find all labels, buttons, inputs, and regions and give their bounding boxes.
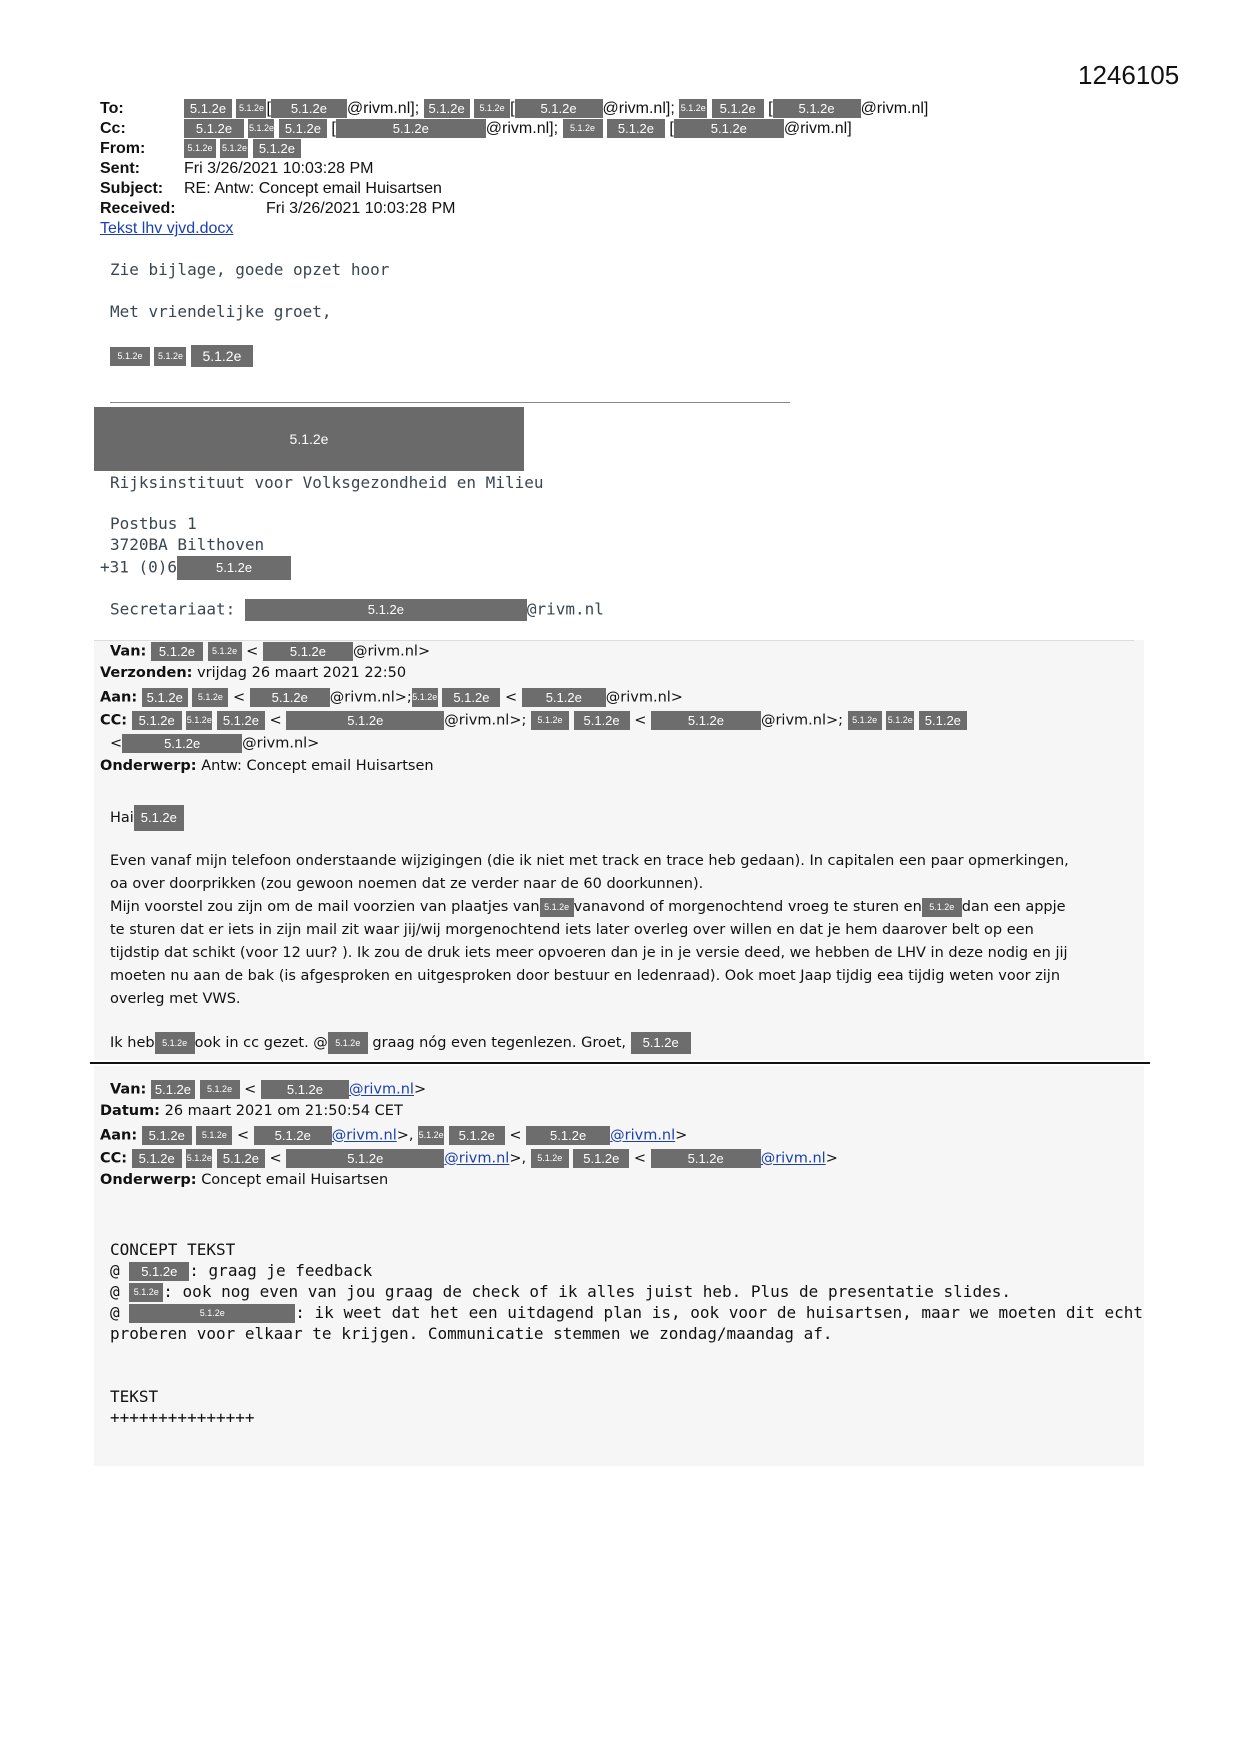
body-text: Mijn voorstel zou zijn om de mail voorzien van plaatjes van — [110, 899, 540, 915]
aan-label: Aan: — [100, 1127, 138, 1144]
redaction: 5.1.2e — [286, 1149, 444, 1168]
secretariaat-domain: @rivm.nl — [526, 599, 604, 619]
van-row — [110, 642, 430, 661]
redaction: 5.1.2e — [122, 734, 242, 753]
redaction: 5.1.2e — [129, 1283, 163, 1302]
redaction: 5.1.2e — [442, 688, 500, 707]
body-text: vanavond of morgenochtend vroeg te sturen en — [573, 899, 922, 915]
org-name: Rijksinstituut voor Volksgezondheid en Milieu — [110, 473, 544, 492]
cc-label: Cc: — [100, 120, 126, 137]
redaction: 5.1.2e — [540, 898, 574, 917]
redaction: 5.1.2e — [253, 139, 301, 158]
lt: < — [236, 1127, 250, 1144]
redaction: 5.1.2e — [848, 711, 882, 730]
at-sign: @ — [110, 1303, 120, 1322]
redaction: 5.1.2e — [129, 1262, 189, 1281]
body-line: Even vanaf mijn telefoon onderstaande wijzigingen (die ik niet met track en trace heb gedaan). In capitalen een paar opmerkingen, — [110, 853, 1069, 869]
body-line: oa over doorprikken (zou gewoon noemen dat ze verder naar de 60 doorkunnen). — [110, 876, 704, 892]
van-label: Van: — [110, 1081, 147, 1098]
onderwerp-label: Onderwerp: — [100, 1172, 197, 1188]
redaction: 5.1.2e — [200, 1080, 240, 1099]
onderwerp-row — [100, 1172, 388, 1188]
attachment-row — [100, 219, 233, 239]
redaction: 5.1.2e — [250, 688, 330, 707]
concept-line-3 — [110, 1303, 1143, 1323]
subject-row — [100, 179, 442, 199]
redaction: 5.1.2e — [248, 119, 274, 138]
cc-label: CC: — [100, 712, 128, 729]
greeting-text: Hai — [110, 810, 134, 826]
datum-value: 26 maart 2021 om 21:50:54 CET — [164, 1103, 403, 1119]
divider — [110, 402, 790, 403]
redaction: 5.1.2e — [474, 99, 510, 118]
verzonden-label: Verzonden: — [100, 665, 193, 681]
to-label: To: — [100, 100, 124, 117]
redaction: 5.1.2e — [263, 642, 353, 661]
redaction: 5.1.2e — [186, 711, 212, 730]
closing-line — [110, 1032, 691, 1054]
redaction: 5.1.2e — [186, 1149, 212, 1168]
redaction: 5.1.2e — [217, 1149, 265, 1168]
redaction: 5.1.2e — [184, 99, 232, 118]
email-link[interactable]: @rivm.nl — [760, 1150, 826, 1167]
redaction: 5.1.2e — [236, 99, 266, 118]
email-link[interactable]: @rivm.nl — [348, 1081, 414, 1098]
lt: < — [269, 1150, 282, 1167]
redaction: 5.1.2e — [132, 1149, 182, 1168]
van-row: Van: 5.1.2e 5.1.2e < 5.1.2e @rivm.nl> — [110, 1081, 427, 1098]
domain-text: @rivm.nl>; — [760, 712, 844, 729]
domain-text: @rivm.nl>; — [444, 712, 527, 729]
domain-text: @rivm.nl> — [605, 689, 683, 706]
secretariaat-row — [110, 599, 604, 621]
divider — [90, 1062, 1150, 1064]
datum-label: Datum: — [100, 1103, 160, 1119]
redaction: 5.1.2e — [651, 1149, 761, 1168]
redaction: 5.1.2e — [522, 688, 606, 707]
redaction: 5.1.2e — [531, 1149, 569, 1168]
redaction: 5.1.2e — [424, 99, 470, 118]
sent-value: Fri 3/26/2021 10:03:28 PM — [184, 160, 374, 177]
redaction-block: 5.1.2e — [94, 407, 524, 471]
van-label: Van: — [110, 643, 147, 660]
concept-text: : ik weet dat het een uitdagend plan is, ook voor de huisartsen, maar we moeten dit echt — [295, 1303, 1143, 1322]
tekst-label: TEKST — [110, 1387, 159, 1406]
redaction: 5.1.2e — [674, 119, 784, 138]
redaction: 5.1.2e — [515, 99, 603, 118]
redaction: 5.1.2e — [192, 688, 228, 707]
redaction: 5.1.2e — [196, 1126, 232, 1145]
redaction: 5.1.2e — [184, 119, 244, 138]
lt: < — [633, 1150, 647, 1167]
redaction: 5.1.2e — [129, 1304, 295, 1323]
reply-line-2: Met vriendelijke groet, — [110, 302, 332, 321]
datum-row — [100, 1103, 403, 1119]
redaction: 5.1.2e — [712, 99, 764, 118]
concept-text: : ook nog even van jou graag de check of ik alles juist heb. Plus de presentatie slides. — [163, 1282, 1011, 1301]
lt: < — [634, 712, 647, 729]
redaction: 5.1.2e — [151, 1080, 195, 1099]
redaction: 5.1.2e — [134, 805, 184, 831]
redaction: 5.1.2e — [191, 345, 253, 367]
redaction: 5.1.2e — [286, 711, 444, 730]
domain-text: @rivm.nl> — [242, 735, 320, 752]
cc-row — [100, 711, 967, 730]
verzonden-row — [100, 665, 406, 681]
domain-text: @rivm.nl]; — [602, 100, 675, 117]
received-row — [100, 199, 455, 219]
redaction: 5.1.2e — [142, 688, 188, 707]
redaction: 5.1.2e — [574, 711, 630, 730]
to-row: To: 5.1.2e 5.1.2e [ 5.1.2e @rivm.nl]; 5.1.2e 5.1.2e [ 5.1.2e @rivm.nl]; 5.1.2e 5.1.2e [ 5.1.2e @rivm.nl] — [100, 100, 929, 117]
verzonden-value: vrijdag 26 maart 2021 22:50 — [197, 665, 407, 681]
lt: < — [110, 735, 123, 752]
body-line: moeten nu aan de bak (is afgesproken en uitgesproken door bestuur en ledenraad). Ook moet Jaap tijdig eea tijdig weten voor zijn — [110, 968, 1061, 984]
at-sign: @ — [110, 1261, 120, 1280]
divider — [94, 640, 1134, 641]
redaction: 5.1.2e — [254, 1126, 332, 1145]
redaction: 5.1.2e — [412, 688, 438, 707]
phone-row — [100, 556, 291, 580]
onderwerp-value: Antw: Concept email Huisartsen — [201, 758, 434, 774]
domain-text: @rivm.nl>; — [329, 689, 412, 706]
subject-value: RE: Antw: Concept email Huisartsen — [184, 180, 442, 197]
redaction: 5.1.2e — [261, 1080, 349, 1099]
redaction: 5.1.2e — [177, 556, 291, 580]
received-value: Fri 3/26/2021 10:03:28 PM — [266, 200, 456, 217]
cc-label: CC: — [100, 1150, 128, 1167]
received-label: Received: — [100, 200, 176, 217]
body-text: ook in cc gezet. @ — [194, 1035, 328, 1051]
redaction: 5.1.2e — [132, 711, 182, 730]
redaction: 5.1.2e — [773, 99, 861, 118]
from-label: From: — [100, 140, 146, 157]
subject-label: Subject: — [100, 180, 164, 197]
redaction: 5.1.2e — [155, 1032, 195, 1054]
postbus: Postbus 1 — [110, 514, 197, 533]
aan-row: Aan: 5.1.2e 5.1.2e < 5.1.2e @rivm.nl>, 5.1.2e 5.1.2e < 5.1.2e @rivm.nl> — [100, 1127, 688, 1144]
email-link[interactable]: @rivm.nl — [610, 1127, 676, 1144]
domain-text: @rivm.nl]; — [346, 100, 420, 117]
body-text: graag nóg even tegenlezen. Groet, — [372, 1035, 627, 1051]
email-link[interactable]: @rivm.nl — [331, 1127, 397, 1144]
concept-line-2 — [110, 1282, 1011, 1302]
email-link[interactable]: @rivm.nl — [444, 1150, 510, 1167]
redaction: 5.1.2e — [328, 1032, 368, 1054]
domain-text: @rivm.nl]; — [485, 120, 559, 137]
lt: < — [505, 689, 518, 706]
secretariaat-label: Secretariaat: — [110, 599, 236, 619]
redaction: 5.1.2e — [919, 711, 967, 730]
redaction: 5.1.2e — [651, 711, 761, 730]
lt: < — [269, 712, 282, 729]
redaction: 5.1.2e — [220, 139, 248, 158]
redaction: 5.1.2e — [922, 898, 962, 917]
lt: < — [509, 1127, 522, 1144]
plus-line: +++++++++++++++ — [110, 1408, 255, 1427]
redaction: 5.1.2e — [151, 642, 203, 661]
body-line: overleg met VWS. — [110, 991, 241, 1007]
aan-row — [100, 688, 683, 707]
cc-row: Cc: 5.1.2e 5.1.2e 5.1.2e [ 5.1.2e @rivm.nl]; 5.1.2e 5.1.2e [ 5.1.2e @rivm.nl] — [100, 120, 852, 137]
body-line: tijdstip dat schikt (voor 12 uur? ). Ik zou de druk iets meer opvoeren dan je in je versie deed, we hebben de LHV in deze nodig en jij — [110, 945, 1068, 961]
onderwerp-row — [100, 758, 434, 774]
greeting — [110, 805, 184, 831]
cc-row: CC: 5.1.2e 5.1.2e 5.1.2e < 5.1.2e @rivm.nl>, 5.1.2e 5.1.2e < 5.1.2e @rivm.nl> — [100, 1150, 838, 1167]
concept-line-1 — [110, 1261, 372, 1281]
aan-label: Aan: — [100, 689, 138, 706]
city: 3720BA Bilthoven — [110, 535, 265, 554]
redaction: 5.1.2e — [607, 119, 665, 138]
domain-text: @rivm.nl> — [352, 643, 431, 660]
sent-row — [100, 159, 373, 179]
from-row — [100, 139, 301, 159]
attachment-link[interactable]: Tekst lhv vjvd.docx — [100, 220, 234, 237]
redaction: 5.1.2e — [336, 119, 486, 138]
reply-line-1: Zie bijlage, goede opzet hoor — [110, 260, 390, 279]
domain-text: @rivm.nl] — [860, 100, 929, 117]
redaction: 5.1.2e — [217, 711, 265, 730]
redaction: 5.1.2e — [679, 99, 707, 118]
redaction: 5.1.2e — [631, 1032, 691, 1054]
concept-title: CONCEPT TEKST — [110, 1240, 236, 1259]
redaction: 5.1.2e — [526, 1126, 610, 1145]
message-body — [110, 850, 1140, 1011]
body-text: dan een appje — [961, 899, 1066, 915]
lt: < — [244, 1081, 257, 1098]
body-line — [110, 896, 1140, 919]
onderwerp-value: Concept email Huisartsen — [201, 1172, 389, 1188]
lt: < — [246, 643, 259, 660]
concept-text: : graag je feedback — [189, 1261, 373, 1280]
redaction: 5.1.2e — [154, 347, 186, 366]
at-sign: @ — [110, 1282, 120, 1301]
concept-line-4: proberen voor elkaar te krijgen. Communicatie stemmen we zondag/maandag af. — [110, 1324, 833, 1343]
body-line: te sturen dat er iets in zijn mail zit waar jij/wij morgenochtend iets later overleg over willen en dat je hem daarover belt op een — [110, 922, 1034, 938]
onderwerp-label: Onderwerp: — [100, 758, 197, 774]
cc-row-continued — [110, 734, 319, 753]
redaction: 5.1.2e — [271, 99, 347, 118]
phone-prefix: +31 (0)6 — [100, 557, 178, 577]
redaction: 5.1.2e — [184, 139, 216, 158]
redaction: 5.1.2e — [418, 1126, 444, 1145]
redaction: 5.1.2e — [531, 711, 569, 730]
lt: < — [232, 689, 246, 706]
redaction: 5.1.2e — [573, 1149, 629, 1168]
redaction: 5.1.2e — [110, 347, 150, 366]
domain-text: @rivm.nl] — [783, 120, 852, 137]
redaction: 5.1.2e — [563, 119, 603, 138]
redaction: 5.1.2e — [208, 642, 242, 661]
redaction: 5.1.2e — [279, 119, 327, 138]
body-text: Ik heb — [110, 1035, 155, 1051]
redaction: 5.1.2e — [142, 1126, 192, 1145]
document-id: 1246105 — [1078, 60, 1180, 90]
redaction: 5.1.2e — [449, 1126, 505, 1145]
sent-label: Sent: — [100, 160, 140, 177]
signature-name — [110, 345, 253, 367]
redaction: 5.1.2e — [886, 711, 914, 730]
redaction: 5.1.2e — [245, 599, 527, 621]
